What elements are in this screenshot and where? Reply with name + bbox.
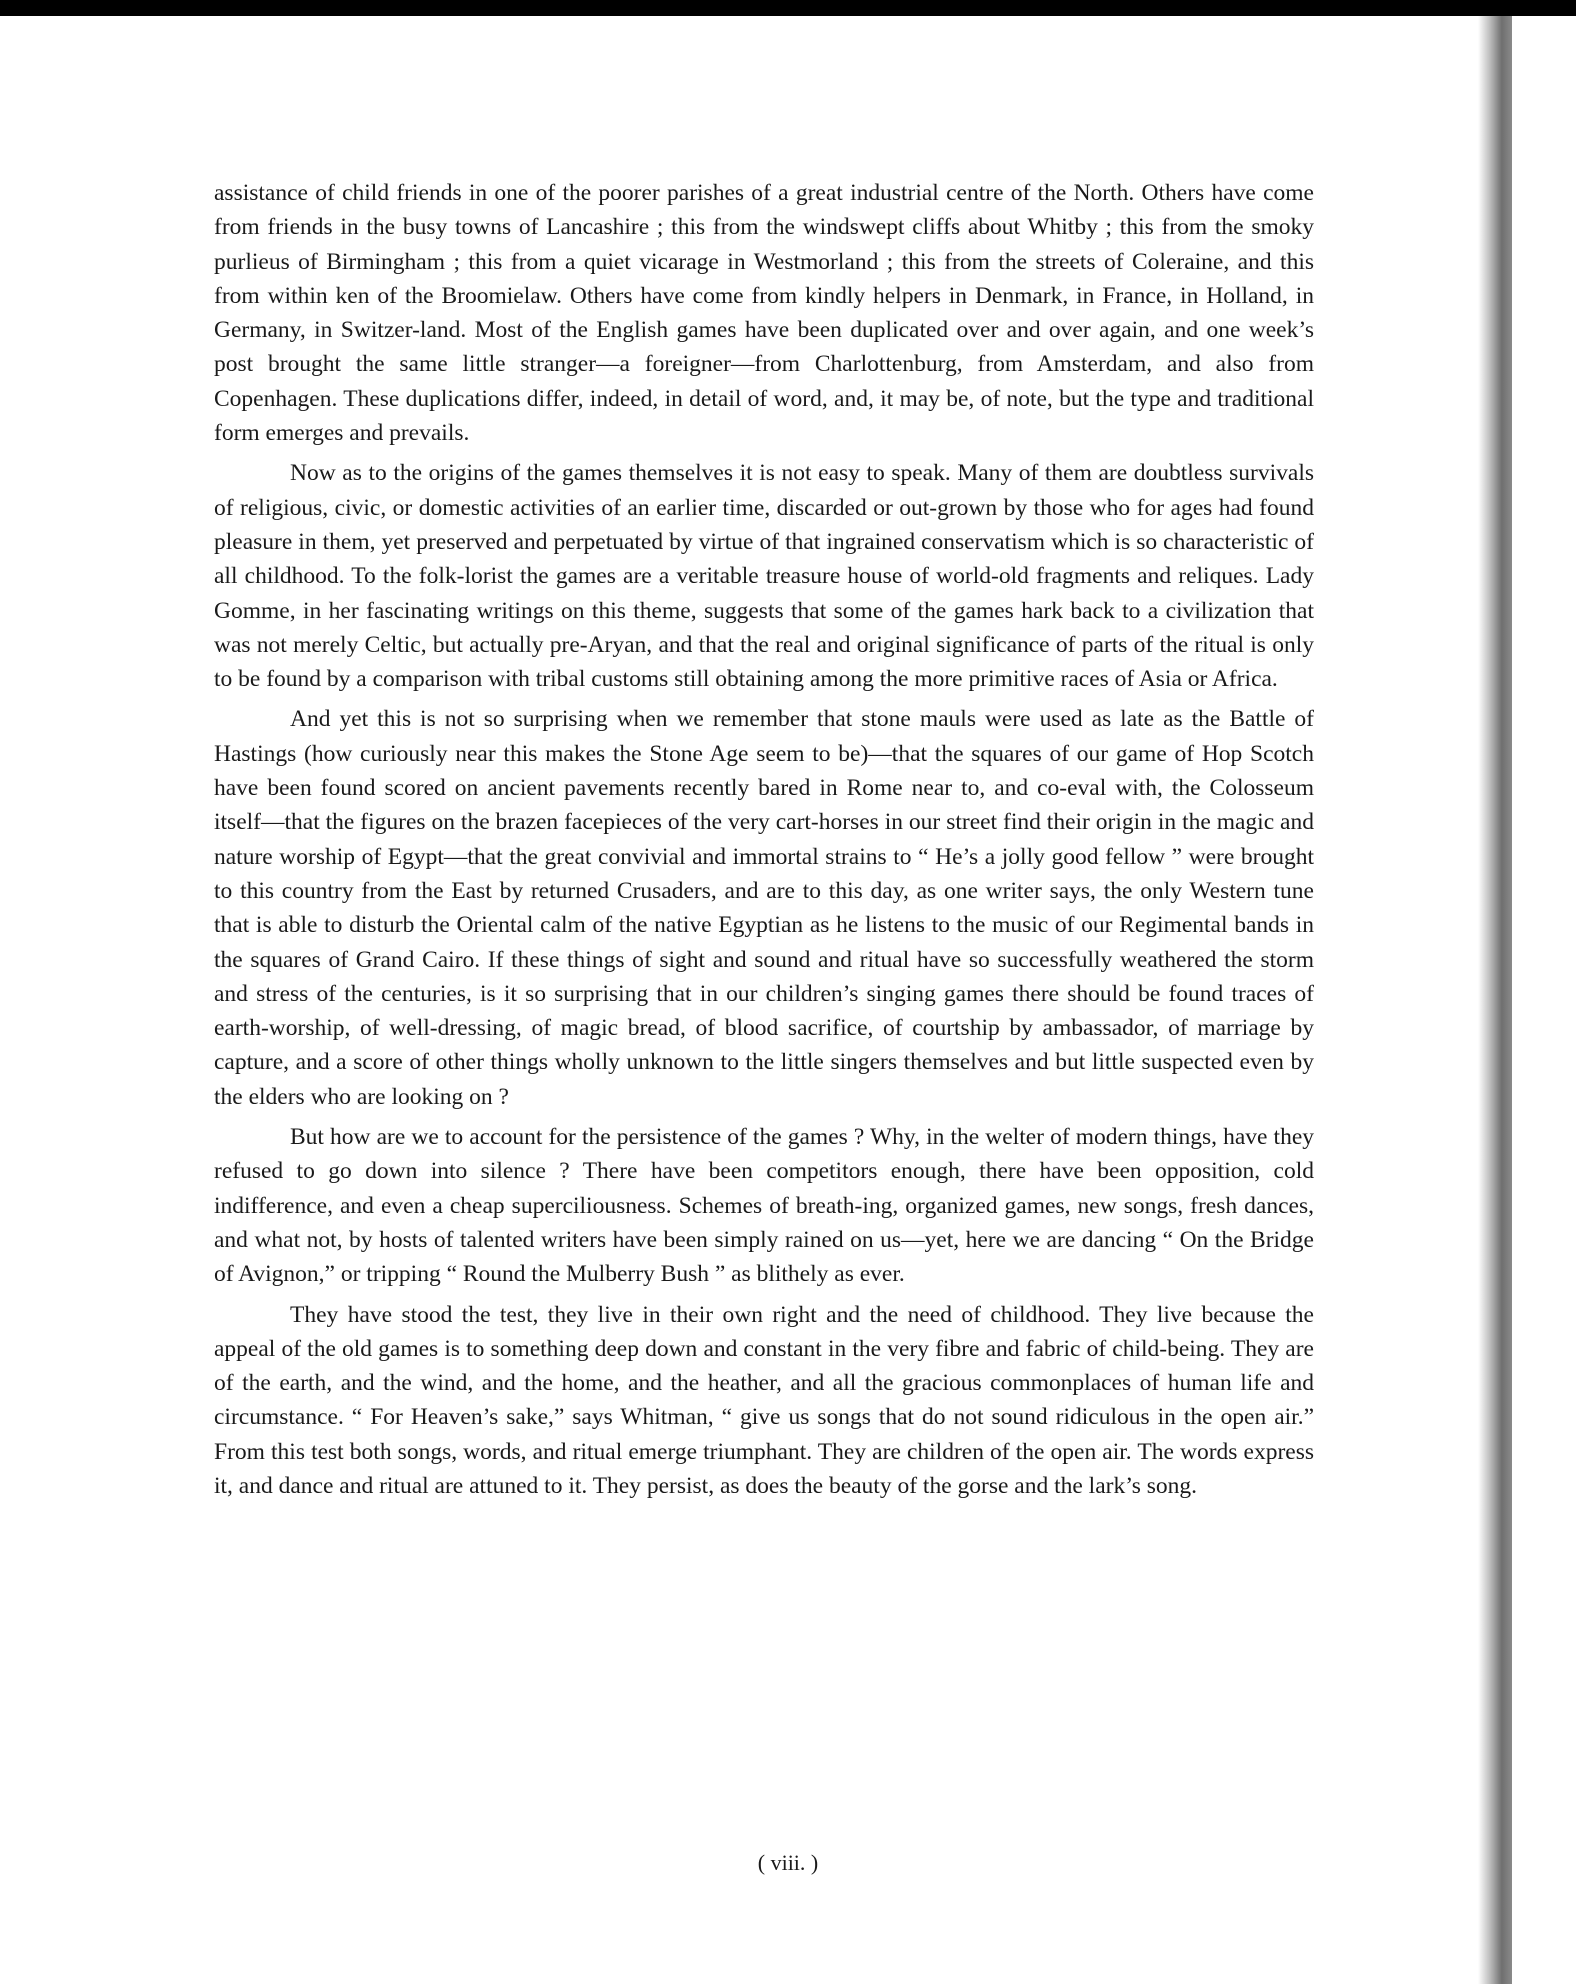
scan-right-margin bbox=[1512, 16, 1576, 1984]
paragraph-1: assistance of child friends in one of the poorer parishes of a great industrial centre of the North. Others have come from friends in the busy towns of Lancashire ; this from the windswept cliffs about Whitby ; this from the smoky purlieus of Birmingham ; this from a quiet vicarage in Westmorland ; this from the streets of Coleraine, and this from within ken of the Broomielaw. Others have come from kindly helpers in Denmark, in France, in Holland, in Germany, in Switzer-land. Most of the English games have been duplicated over and over again, and one week’s post brought the same little stranger—a foreigner—from Charlottenburg, from Amsterdam, and also from Copenhagen. These duplications differ, indeed, in detail of word, and, it may be, of note, but the type and traditional form emerges and prevails. bbox=[214, 180, 1314, 447]
paragraph-3: And yet this is not so surprising when we remember that stone mauls were used as late as the Battle of Hastings (how curiously near this makes the Stone Age seem to be)—that the squares of our game of Hop Scotch have been found scored on ancient pavements recently bared in Rome near to, and co-eval with, the Colosseum itself—that the figures on the brazen facepieces of the very cart-horses in our street find their origin in the magic and nature worship of Egypt—that the great convivial and immortal strains to “ He’s a jolly good fellow ” were brought to this country from the East by returned Crusaders, and are to this day, as one writer says, the only Western tune that is able to disturb the Oriental calm of the native Egyptian as he listens to the music of our Regimental bands in the squares of Grand Cairo. If these things of sight and sound and ritual have so successfully weathered the storm and stress of the centuries, is it so surprising that in our children’s singing games there should be found traces of earth-worship, of well-dressing, of magic bread, of blood sacrifice, of courtship by ambassador, of marriage by capture, and a score of other things wholly unknown to the little singers themselves and but little suspected even by the elders who are looking on ? bbox=[214, 706, 1314, 1110]
paragraph-5: They have stood the test, they live in their own right and the need of childhood. They live because the appeal of the old games is to something deep down and constant in the very fibre and fabric of child-being. They are of the earth, and the wind, and the home, and the heather, and all the gracious commonplaces of human life and circumstance. “ For Heaven’s sake,” says Whitman, “ give us songs that do not sound ridiculous in the open air.” From this test both songs, words, and ritual emerge triumphant. They are children of the open air. The words express it, and dance and ritual are attuned to it. They persist, as does the beauty of the gorse and the lark’s song. bbox=[214, 1301, 1314, 1499]
page-number: ( viii. ) bbox=[757, 1850, 819, 1875]
scan-top-border bbox=[0, 0, 1576, 16]
body-text bbox=[214, 176, 1314, 1509]
paragraph-2: Now as to the origins of the games themselves it is not easy to speak. Many of them are doubtless survivals of religious, civic, or domestic activities of an earlier time, discarded or out-grown by those who for ages had found pleasure in them, yet preserved and perpetuated by virtue of that ingrained conservatism which is so characteristic of all childhood. To the folk-lorist the games are a veritable treasure house of world-old fragments and reliques. Lady Gomme, in her fascinating writings on this theme, suggests that some of the games hark back to a civilization that was not merely Celtic, but actually pre-Aryan, and that the real and original significance of parts of the ritual is only to be found by a comparison with tribal customs still obtaining among the more primitive races of Asia or Africa. bbox=[214, 460, 1314, 693]
paragraph-4: But how are we to account for the persistence of the games ? Why, in the welter of modern things, have they refused to go down into silence ? There have been competitors enough, there have been opposition, cold indifference, and even a cheap superciliousness. Schemes of breath-ing, organized games, new songs, fresh dances, and what not, by hosts of talented writers have been simply rained on us—yet, here we are dancing “ On the Bridge of Avignon,” or tripping “ Round the Mulberry Bush ” as blithely as ever. bbox=[214, 1124, 1314, 1288]
page-edge-shadow bbox=[1478, 16, 1512, 1984]
